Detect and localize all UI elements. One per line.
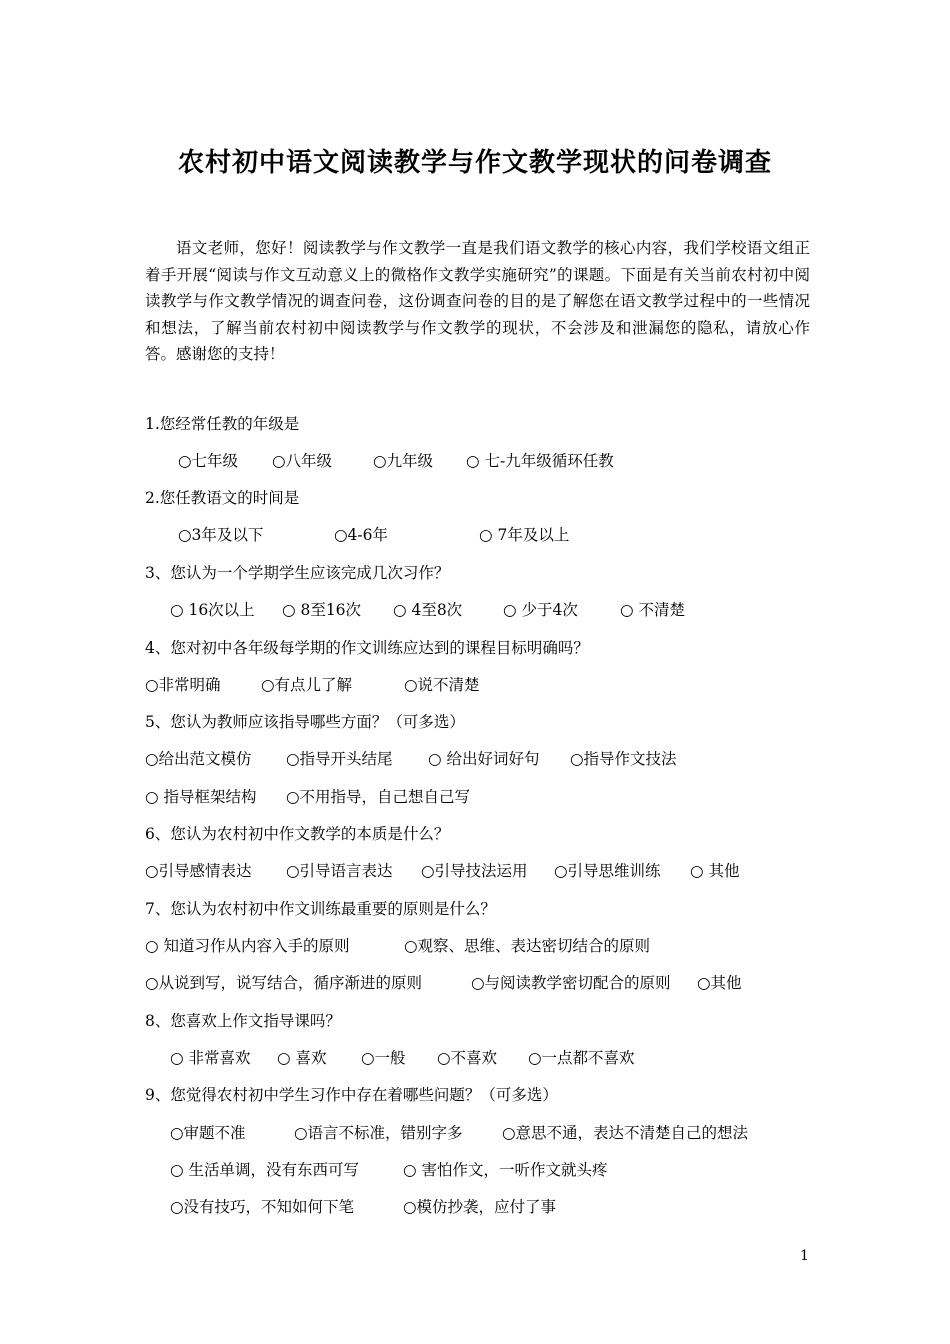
option[interactable]: ○不用指导，自己想自己写 <box>286 788 471 806</box>
question-9-options-row-3 <box>170 1197 556 1217</box>
question-8: 8、您喜欢上作文指导课吗？ <box>145 1012 341 1030</box>
option[interactable]: ○非常明确 <box>145 676 221 694</box>
question-1: 1.您经常任教的年级是 <box>145 415 300 433</box>
question-7-options-row-2 <box>145 973 742 993</box>
option[interactable]: ○指导作文技法 <box>570 750 677 768</box>
option[interactable]: ○ 喜欢 <box>277 1049 327 1067</box>
option[interactable]: ○ 其他 <box>690 862 740 880</box>
question-9: 9、您觉得农村初中学生习作中存在着哪些问题？（可多选） <box>145 1086 558 1104</box>
question-5: 5、您认为教师应该指导哪些方面？（可多选） <box>145 713 465 731</box>
option[interactable]: ○语言不标准，错别字多 <box>294 1124 463 1142</box>
question-8-options <box>170 1048 635 1068</box>
option[interactable]: ○ 7年及以上 <box>479 526 570 544</box>
option[interactable]: ○ 生活单调，没有东西可写 <box>170 1161 359 1179</box>
question-6-options <box>145 861 739 881</box>
option[interactable]: ○与阅读教学密切配合的原则 <box>471 974 671 992</box>
option[interactable]: ○不喜欢 <box>437 1049 498 1067</box>
option[interactable]: ○ 知道习作从内容入手的原则 <box>145 937 350 955</box>
option[interactable]: ○引导感情表达 <box>145 862 252 880</box>
document-title: 农村初中语文阅读教学与作文教学现状的问卷调查 <box>177 148 772 178</box>
question-5-options-row-1 <box>145 749 677 769</box>
question-2-options <box>178 525 569 545</box>
question-3-options <box>170 600 685 620</box>
option[interactable]: ○4-6年 <box>334 526 388 544</box>
question-5-options-row-2 <box>145 787 470 807</box>
question-2: 2.您任教语文的时间是 <box>145 489 300 507</box>
page-number: 1 <box>800 1248 809 1264</box>
option[interactable]: ○七年级 <box>178 452 239 470</box>
intro-paragraph: 语文老师，您好！阅读教学与作文教学一直是我们语文教学的核心内容，我们学校语文组正着手开展“阅读与作文互动意义上的微格作文教学实施研究”的课题。下面是有关当前农村初中阅读教学与作文教学情况的调查问卷，这份调查问卷的目的是了解您在语文教学过程中的一些情况和想法，了解当前农村初中阅读教学与作文教学的现状，不会涉及和泄漏您的隐私，请放心作答。感谢您的支持！ <box>145 239 810 363</box>
question-4-options <box>145 675 480 695</box>
option[interactable]: ○八年级 <box>272 452 333 470</box>
option[interactable]: ○说不清楚 <box>404 676 480 694</box>
option[interactable]: ○观察、思维、表达密切结合的原则 <box>404 937 651 955</box>
option[interactable]: ○ 16次以上 <box>170 601 255 619</box>
option[interactable]: ○ 指导框架结构 <box>145 788 257 806</box>
option[interactable]: ○指导开头结尾 <box>286 750 393 768</box>
option[interactable]: ○引导思维训练 <box>554 862 661 880</box>
option[interactable]: ○ 8至16次 <box>282 601 362 619</box>
option[interactable]: ○ 害怕作文，一听作文就头疼 <box>403 1161 608 1179</box>
option[interactable]: ○一般 <box>361 1049 406 1067</box>
option[interactable]: ○给出范文模仿 <box>145 750 252 768</box>
option[interactable]: ○引导语言表达 <box>286 862 393 880</box>
option[interactable]: ○ 给出好词好句 <box>428 750 540 768</box>
question-7: 7、您认为农村初中作文训练最重要的原则是什么？ <box>145 900 496 918</box>
option[interactable]: ○引导技法运用 <box>421 862 528 880</box>
option[interactable]: ○从说到写，说写结合，循序渐进的原则 <box>145 974 423 992</box>
question-1-options <box>178 451 614 471</box>
option[interactable]: ○其他 <box>697 974 742 992</box>
question-7-options-row-1 <box>145 936 650 956</box>
question-4: 4、您对初中各年级每学期的作文训练应达到的课程目标明确吗？ <box>145 639 589 657</box>
option[interactable]: ○ 七-九年级循环任教 <box>466 452 614 470</box>
question-9-options-row-2 <box>170 1160 607 1180</box>
option[interactable]: ○有点儿了解 <box>261 676 353 694</box>
option[interactable]: ○ 4至8次 <box>393 601 463 619</box>
question-6: 6、您认为农村初中作文教学的本质是什么？ <box>145 825 450 843</box>
option[interactable]: ○模仿抄袭，应付了事 <box>403 1198 557 1216</box>
option[interactable]: ○九年级 <box>373 452 434 470</box>
option[interactable]: ○意思不通，表达不清楚自己的想法 <box>502 1124 749 1142</box>
option[interactable]: ○ 不清楚 <box>620 601 685 619</box>
option[interactable]: ○ 非常喜欢 <box>170 1049 251 1067</box>
option[interactable]: ○ 少于4次 <box>503 601 578 619</box>
option[interactable]: ○一点都不喜欢 <box>528 1049 635 1067</box>
option[interactable]: ○审题不准 <box>170 1124 246 1142</box>
option[interactable]: ○没有技巧，不知如何下笔 <box>170 1198 355 1216</box>
option[interactable]: ○3年及以下 <box>178 526 264 544</box>
question-9-options-row-1 <box>170 1123 748 1143</box>
question-3: 3、您认为一个学期学生应该完成几次习作？ <box>145 564 450 582</box>
